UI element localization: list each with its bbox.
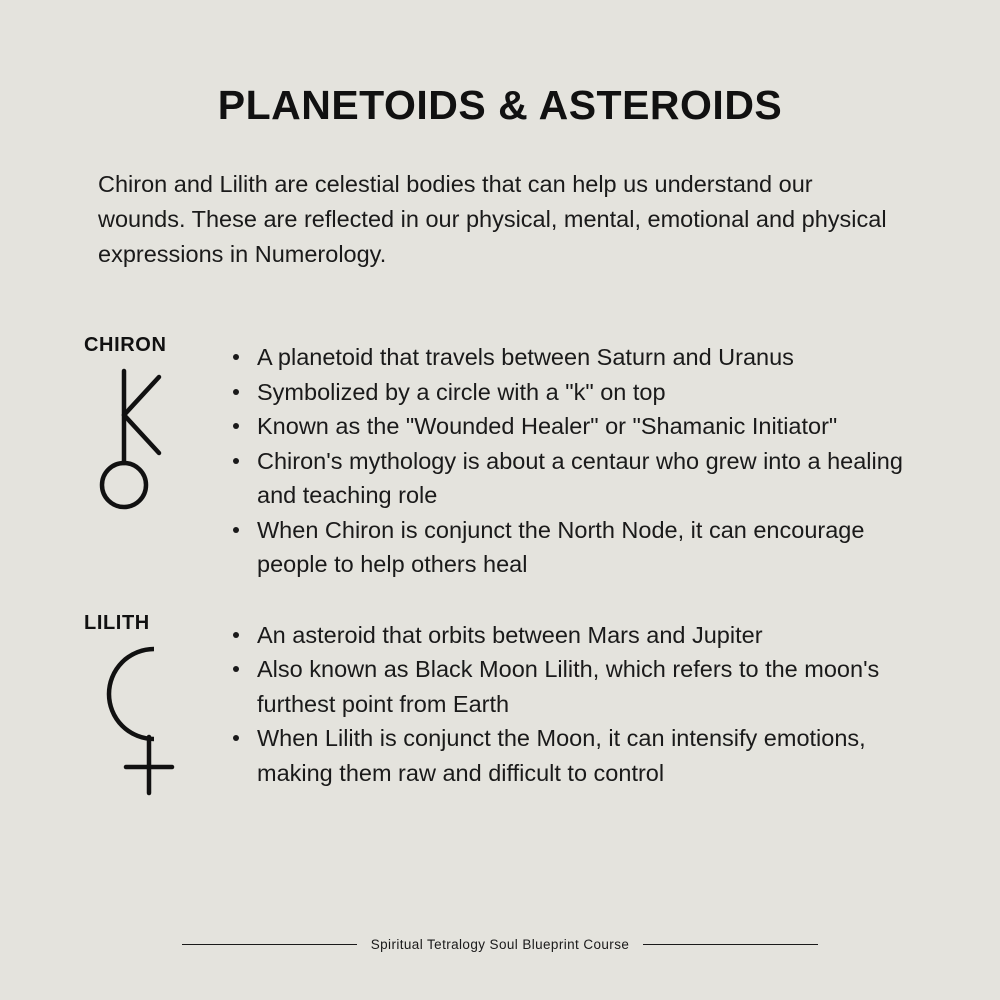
- list-item: When Lilith is conjunct the Moon, it can intensify emotions, making them raw and difficult to control: [229, 721, 910, 790]
- list-item: When Chiron is conjunct the North Node, it can encourage people to help others heal: [229, 513, 910, 582]
- list-item: Chiron's mythology is about a centaur who grew into a healing and teaching role: [229, 444, 910, 513]
- chiron-glyph-column: [84, 334, 229, 518]
- footer: [0, 937, 1000, 952]
- footer-text: Spiritual Tetralogy Soul Blueprint Course: [370, 937, 630, 952]
- list-item: Known as the "Wounded Healer" or "Shamanic Initiator": [229, 409, 910, 444]
- section-lilith: [0, 612, 1000, 806]
- chiron-bullet-list: [229, 334, 910, 582]
- section-label-lilith: LILITH: [84, 611, 150, 634]
- page-title: PLANETOIDS & ASTEROIDS: [217, 82, 783, 128]
- lilith-glyph-icon: [96, 641, 196, 806]
- section-chiron: [0, 334, 1000, 582]
- section-label-chiron: CHIRON: [84, 334, 167, 356]
- list-item: Symbolized by a circle with a "k" on top: [229, 375, 910, 410]
- lilith-bullet-list: [229, 612, 910, 791]
- intro-paragraph: Chiron and Lilith are celestial bodies that can help us understand our wounds. These are reflected in our physical, mental, emotional and physical expressions in Numerology.: [98, 171, 887, 267]
- footer-rule-left: [182, 944, 357, 945]
- lilith-glyph-column: [84, 612, 229, 806]
- list-item: Also known as Black Moon Lilith, which refers to the moon's furthest point from Earth: [229, 652, 910, 721]
- footer-rule-right: [643, 944, 818, 945]
- chiron-glyph-icon: [96, 363, 186, 518]
- list-item: A planetoid that travels between Saturn and Uranus: [229, 340, 910, 375]
- list-item: An asteroid that orbits between Mars and Jupiter: [229, 618, 910, 653]
